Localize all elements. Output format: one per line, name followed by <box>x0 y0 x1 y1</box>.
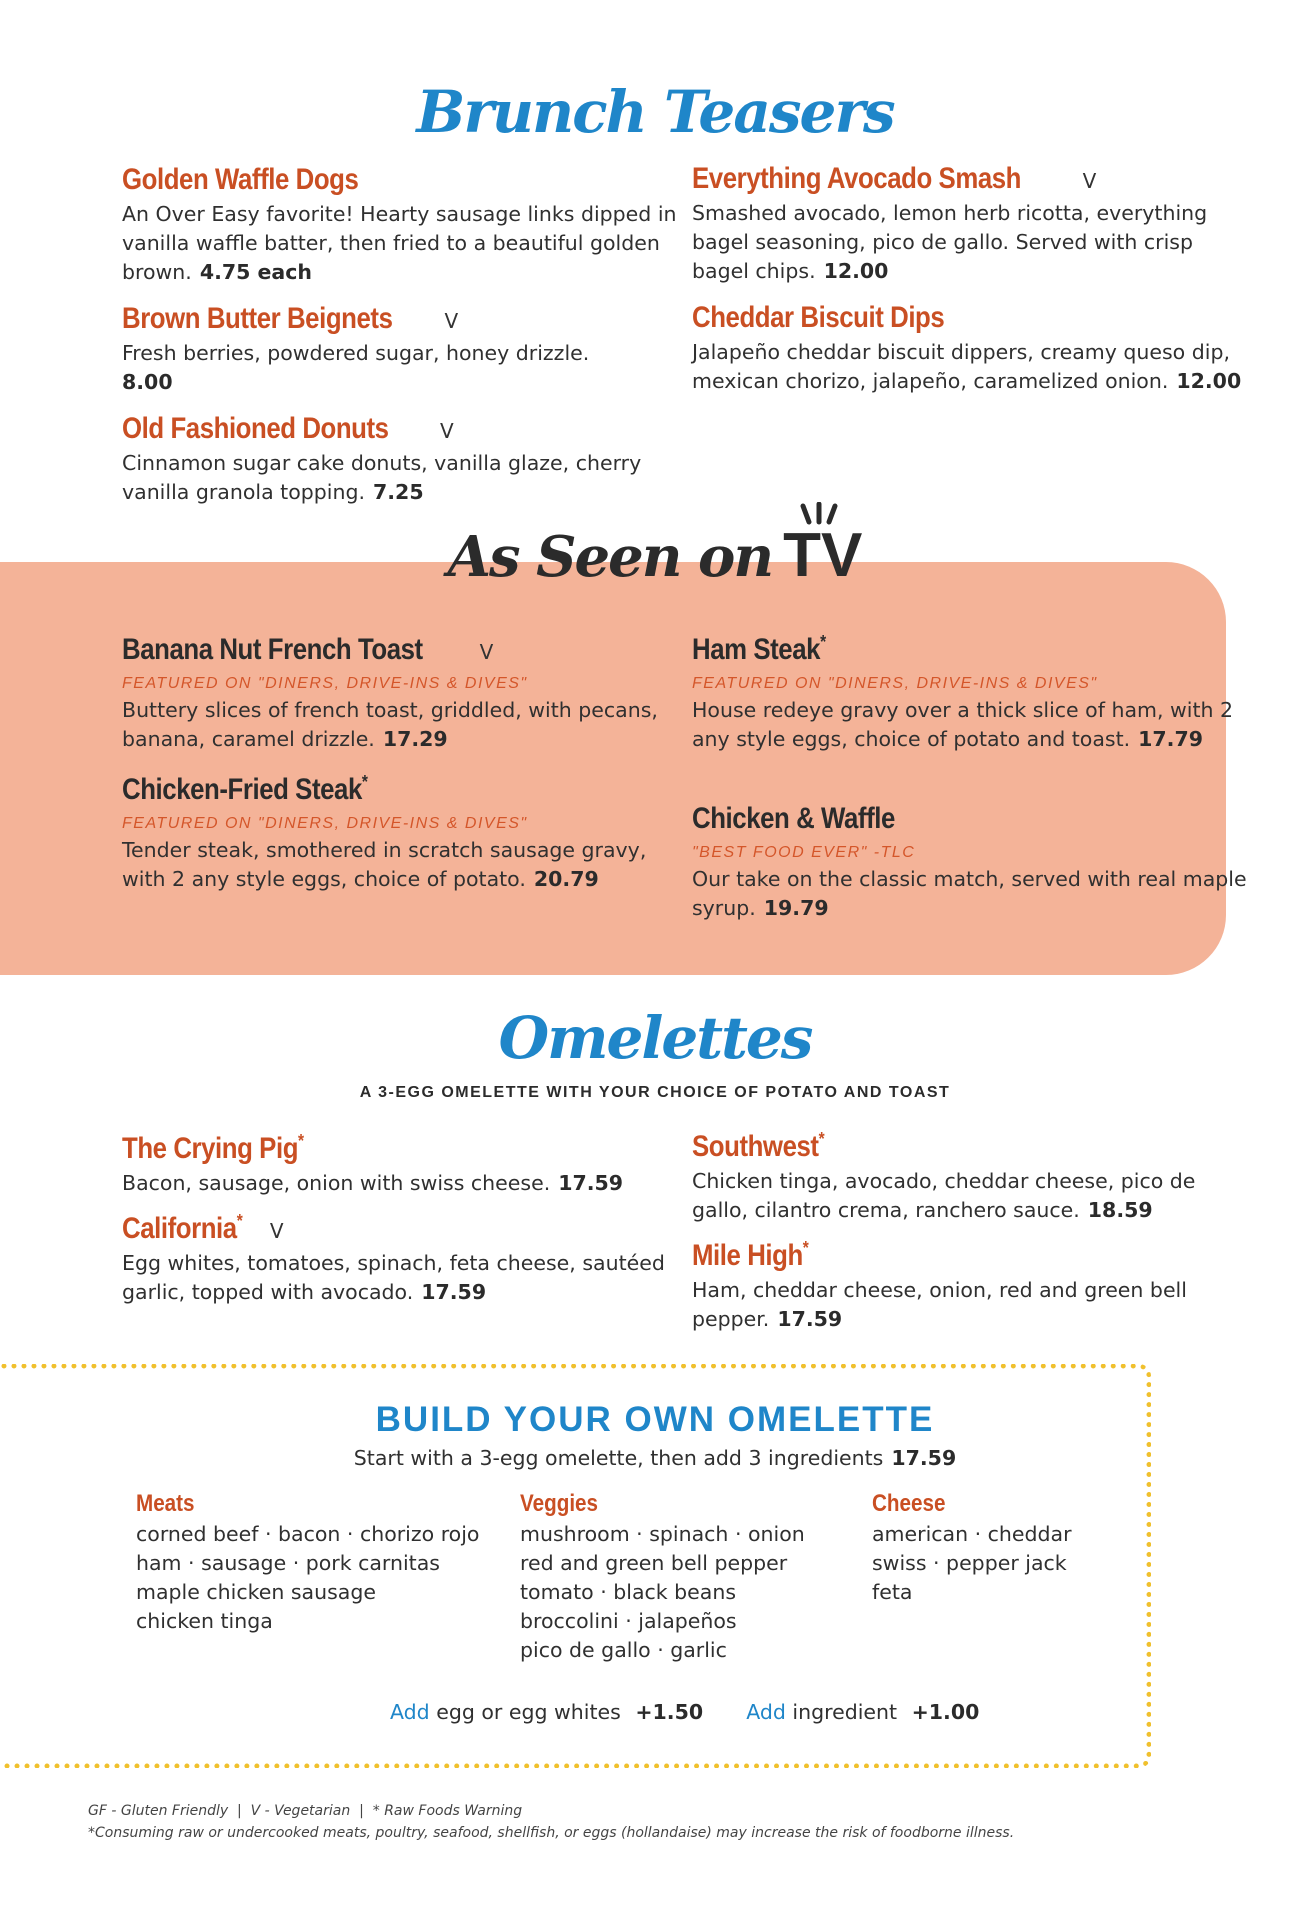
menu-item-golden-waffle-dogs <box>122 162 682 287</box>
ingredient-line: feta <box>872 1580 913 1604</box>
item-price: 18.59 <box>1087 1198 1153 1222</box>
menu-item-old-fashioned-donuts <box>122 411 682 507</box>
item-name: Everything Avocado Smash <box>692 162 1022 195</box>
item-price: 20.79 <box>533 867 599 891</box>
byo-title: BUILD YOUR OWN OMELETTE <box>375 1400 935 1439</box>
add-word: Add <box>390 1700 430 1724</box>
item-name: Ham Steak* <box>692 632 826 666</box>
item-price: 12.00 <box>1176 369 1242 393</box>
as-seen-on-tv-title <box>0 520 1310 591</box>
omelettes-title: Omelettes <box>498 1004 812 1072</box>
vegetarian-mark: V <box>440 419 454 443</box>
menu-item-everything-avocado-smash <box>692 161 1252 286</box>
item-name: California* <box>122 1211 243 1245</box>
ingredient-line: corned beef · bacon · chorizo rojo <box>136 1522 480 1546</box>
item-name: Chicken & Waffle <box>692 802 895 835</box>
item-price: 17.79 <box>1138 727 1203 751</box>
dietary-legend: GF - Gluten Friendly | V - Vegetarian | * Raw Foods Warning <box>88 1803 523 1819</box>
item-name: Chicken-Fried Steak* <box>122 772 368 806</box>
raw-foods-mark: * <box>361 772 368 792</box>
item-desc: Jalapeño cheddar biscuit dippers, creamy queso dip, mexican chorizo, jalapeño, caramelized onion. <box>692 340 1230 393</box>
raw-foods-warning: *Consuming raw or undercooked meats, poultry, seafood, shellfish, or eggs (hollandaise) may increase the risk of foodborne illness. <box>88 1825 1015 1841</box>
item-price: 17.59 <box>777 1307 843 1331</box>
ingredient-line: swiss · pepper jack <box>872 1551 1067 1575</box>
category-heading: Veggies <box>520 1490 599 1517</box>
byo-add-ons <box>390 1700 979 1724</box>
raw-foods-mark: * <box>802 1238 809 1258</box>
item-price: 12.00 <box>823 259 889 283</box>
item-desc: Fresh berries, powdered sugar, honey drizzle. <box>122 341 590 365</box>
item-price: 8.00 <box>122 370 173 394</box>
byo-meats <box>136 1490 516 1636</box>
byo-cheese <box>872 1490 1132 1607</box>
item-desc: Cinnamon sugar cake donuts, vanilla glaze, cherry vanilla granola topping. <box>122 451 642 504</box>
item-price: 4.75 each <box>199 260 313 284</box>
menu-item-banana-nut-french-toast <box>122 632 682 754</box>
raw-foods-mark: * <box>820 632 826 652</box>
item-desc: Tender steak, smothered in scratch sausage gravy, with 2 any style eggs, choice of potato. <box>122 838 647 891</box>
byo-subtitle: Start with a 3-egg omelette, then add 3 ingredients 17.59 <box>353 1446 957 1470</box>
item-name: Old Fashioned Donuts <box>122 412 389 445</box>
footer-notes <box>88 1800 1238 1844</box>
ingredient-line: tomato · black beans <box>520 1580 737 1604</box>
menu-item-california <box>122 1211 682 1307</box>
item-desc: Egg whites, tomatoes, spinach, feta cheese, sautéed garlic, topped with avocado. <box>122 1251 665 1304</box>
item-desc: Ham, cheddar cheese, onion, red and green bell pepper. <box>692 1278 1187 1331</box>
vegetarian-mark: V <box>479 640 494 664</box>
tv-title-script: As Seen on <box>447 524 773 590</box>
vegetarian-mark: V <box>269 1219 284 1243</box>
add-on-price: +1.00 <box>911 1700 980 1724</box>
item-price: 17.29 <box>382 727 448 751</box>
menu-item-cheddar-biscuit-dips <box>692 300 1252 396</box>
featured-on-label: FEATURED ON "DINERS, DRIVE-INS & DIVES" <box>122 815 528 832</box>
byo-veggies <box>520 1490 860 1665</box>
featured-on-label: FEATURED ON "DINERS, DRIVE-INS & DIVES" <box>122 675 528 692</box>
vegetarian-mark: V <box>1082 169 1097 193</box>
menu-item-ham-steak <box>692 632 1252 754</box>
tv-title-bold: TV <box>783 520 862 591</box>
add-word: Add <box>746 1700 786 1724</box>
item-price: 7.25 <box>373 480 424 504</box>
raw-foods-mark: * <box>298 1131 304 1151</box>
ingredient-line: pico de gallo · garlic <box>520 1638 727 1662</box>
menu-item-brown-butter-beignets <box>122 301 682 397</box>
item-price: 17.59 <box>421 1280 487 1304</box>
vegetarian-mark: V <box>444 309 459 333</box>
item-name: The Crying Pig* <box>122 1131 304 1165</box>
add-on-text: egg or egg whites <box>436 1700 621 1724</box>
ingredient-line: red and green bell pepper <box>520 1551 788 1575</box>
featured-on-label: "BEST FOOD EVER" -TLC <box>692 844 916 861</box>
item-name: Cheddar Biscuit Dips <box>692 301 945 334</box>
item-price: 19.79 <box>763 896 829 920</box>
category-heading: Cheese <box>872 1490 946 1517</box>
ingredient-line: broccolini · jalapeños <box>520 1609 737 1633</box>
ingredient-line: maple chicken sausage <box>136 1580 376 1604</box>
item-desc: Buttery slices of french toast, griddled, with pecans, banana, caramel drizzle. <box>122 698 658 751</box>
add-on-price: +1.50 <box>635 1700 704 1724</box>
item-name: Golden Waffle Dogs <box>122 163 359 196</box>
item-desc: Chicken tinga, avocado, cheddar cheese, pico de gallo, cilantro crema, ranchero sauce. <box>692 1169 1196 1222</box>
menu-item-chicken-and-waffle <box>692 801 1252 923</box>
raw-foods-mark: * <box>818 1129 825 1149</box>
featured-on-label: FEATURED ON "DINERS, DRIVE-INS & DIVES" <box>692 675 1098 692</box>
menu-item-chicken-fried-steak <box>122 772 682 894</box>
menu-item-mile-high <box>692 1238 1252 1334</box>
add-on-text: ingredient <box>792 1700 898 1724</box>
item-name: Banana Nut French Toast <box>122 633 423 666</box>
item-name: Brown Butter Beignets <box>122 302 393 335</box>
ingredient-line: mushroom · spinach · onion <box>520 1522 805 1546</box>
brunch-teasers-title: Brunch Teasers <box>416 78 894 146</box>
sparkle-icon <box>797 502 841 526</box>
item-desc: Our take on the classic match, served with real maple syrup. <box>692 867 1247 920</box>
ingredient-line: chicken tinga <box>136 1609 273 1633</box>
item-price: 17.59 <box>558 1171 624 1195</box>
byo-price: 17.59 <box>891 1446 957 1470</box>
menu-item-southwest <box>692 1129 1252 1225</box>
menu-item-the-crying-pig <box>122 1131 682 1198</box>
ingredient-line: american · cheddar <box>872 1522 1072 1546</box>
item-name: Southwest* <box>692 1129 825 1163</box>
raw-foods-mark: * <box>236 1211 243 1231</box>
item-name: Mile High* <box>692 1238 809 1272</box>
category-heading: Meats <box>136 1490 195 1517</box>
item-desc: Smashed avocado, lemon herb ricotta, everything bagel seasoning, pico de gallo. Served with crisp bagel chips. <box>692 201 1208 283</box>
item-desc: An Over Easy favorite! Hearty sausage links dipped in vanilla waffle batter, then fried to a beautiful golden brown. <box>122 202 677 284</box>
item-desc: House redeye gravy over a thick slice of ham, with 2 any style eggs, choice of potato and toast. <box>692 698 1234 751</box>
omelettes-subtitle: A 3-EGG OMELETTE WITH YOUR CHOICE OF POTATO AND TOAST <box>359 1084 951 1101</box>
ingredient-line: ham · sausage · pork carnitas <box>136 1551 440 1575</box>
item-desc: Bacon, sausage, onion with swiss cheese. <box>122 1171 551 1195</box>
